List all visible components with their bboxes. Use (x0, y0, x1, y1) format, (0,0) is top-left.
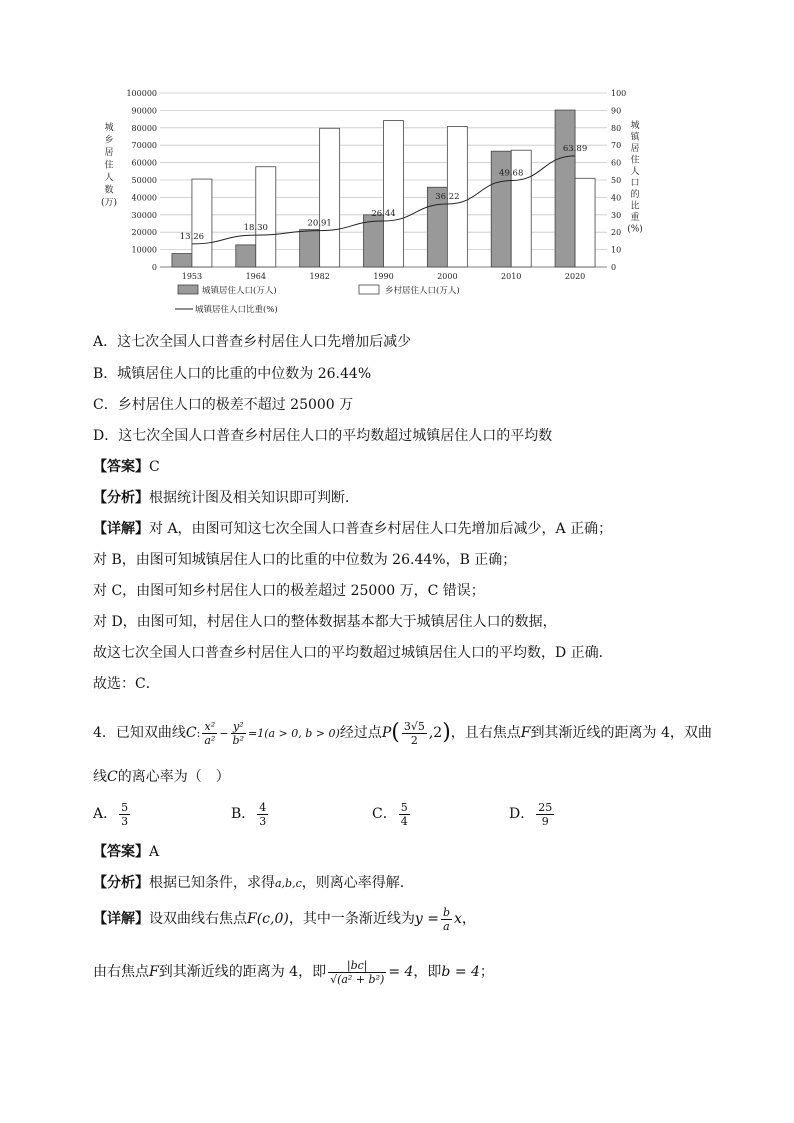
trend-data-label: 13.26 (179, 231, 205, 242)
right-axis-label-char: 口 (630, 178, 640, 189)
bar-rural (575, 178, 595, 267)
right-axis-ticks (611, 89, 626, 272)
frac-y2-b2: $\frac{\text{y²}}{\text{b²}}$ (232, 719, 244, 747)
q3-option-b: B．城镇居住人口的比重的中位数为 26.44% (93, 366, 372, 382)
right-axis-label-char: 人 (630, 167, 640, 177)
left-axis-label-char: 居 (104, 148, 114, 158)
curve-name: C (185, 725, 197, 741)
q3-option-d: D．这七次全国人口普查乡村居住人口的平均数超过城镇居住人口的平均数 (93, 428, 553, 444)
right-tick-label: 0 (611, 263, 617, 272)
optC-frac: $\frac{5}{4}$ (400, 800, 408, 828)
focus-name: F (520, 725, 531, 741)
left-tick-label: 80000 (131, 123, 157, 133)
q3-analysis (93, 488, 359, 508)
q4-detail-2: 由右焦点F到其渐近线的距离为 4，即 $\frac{|bc|}{\text{√(a² + b²)}}$ = 4，即b = 4； (93, 958, 494, 986)
q4-option-c: C． $\frac{5}{4}$ (372, 800, 408, 828)
bar-rural (256, 167, 276, 267)
answer-tag: 【答案】 (93, 459, 149, 475)
left-tick-label: 10000 (131, 245, 157, 255)
q4-option-b: B． $\frac{4}{3}$ (231, 800, 267, 828)
q4-option-d: D． $\frac{25}{9}$ (509, 800, 553, 828)
trend-data-label: 26.44 (371, 208, 396, 219)
x-category-label: 1953 (181, 272, 203, 281)
right-axis-label-char: 重 (630, 213, 640, 223)
trend-data-label: 63.89 (562, 143, 588, 154)
left-tick-label: 60000 (131, 158, 157, 168)
detail-text: 对 A，由图可知这七次全国人口普查乡村居住人口先增加后减少，A 正确； (149, 521, 613, 537)
legend-label-urban: 城镇居住人口(万人) (202, 286, 277, 296)
answer-value: C (149, 459, 160, 475)
q4-stem-line2: 线C的离心率为（ ） (93, 769, 230, 785)
q4-option-a: A． $\frac{5}{3}$ (93, 800, 129, 828)
q3-option-a: A．这七次全国人口普查乡村居住人口先增加后减少 (93, 334, 412, 350)
x-axis-categories (182, 272, 586, 281)
trend-data-label: 20.91 (307, 218, 332, 229)
x-category-label: 1964 (245, 272, 266, 281)
left-axis-ticks (126, 89, 157, 272)
left-tick-label: 100000 (126, 89, 157, 98)
right-tick-label: 80 (611, 123, 622, 133)
q4-answer: 【答案】A (93, 844, 160, 860)
q3-detail-3: 对 C，由图可知乡村居住人口的极差超过 25000 万，C 错误； (93, 583, 485, 599)
left-tick-label: 70000 (131, 141, 157, 151)
x-category-label: 2020 (564, 272, 586, 281)
right-axis-label (627, 119, 643, 235)
bar-rural (320, 128, 340, 267)
left-tick-label: 30000 (131, 210, 157, 220)
q4-stem-line1: 4．已知双曲线C: $\frac{\text{x²}}{\text{a²}}$ − $\frac{\text{y²}}{\text{b²}}$ =1(a > 0, b > 0)经过点P( $\frac{3√5}{2}$ ,2)，且右焦点F到其渐近线的距离为 4，双曲 (93, 719, 712, 747)
equation-rest: =1(a > 0, b > 0) (248, 727, 340, 740)
left-axis-label-char: 乡 (104, 135, 114, 146)
x-category-label: 2010 (501, 272, 522, 281)
bar-urban (172, 254, 192, 267)
frac-px: $\frac{3√5}{2}$ (403, 719, 425, 747)
bar-rural (384, 121, 404, 267)
left-axis-label-char: 住 (104, 160, 114, 171)
right-axis-label-char: 住 (630, 155, 640, 166)
right-tick-label: 30 (611, 210, 622, 220)
bar-urban (555, 110, 575, 267)
bar-urban (236, 245, 256, 267)
x-category-label: 2000 (437, 272, 458, 281)
right-tick-label: 20 (611, 228, 622, 238)
q3-conclusion: 故选：C． (93, 676, 160, 692)
left-axis-label-char: (万) (100, 198, 118, 208)
point-y: ,2 (428, 725, 443, 741)
right-axis-label-char: 比 (630, 201, 640, 212)
q3-detail-2: 对 B，由图可知城镇居住人口的比重的中位数为 26.44%，B 正确； (93, 552, 517, 568)
q4-prefix: 4．已知双曲线 (93, 725, 186, 741)
left-axis-label-char: 数 (104, 185, 114, 196)
right-tick-label: 100 (611, 89, 627, 98)
right-axis-label-char: (%) (627, 224, 643, 235)
chart-bars (172, 110, 595, 267)
left-tick-label: 50000 (131, 176, 157, 185)
optD-frac: $\frac{25}{9}$ (538, 800, 553, 828)
stem-end: 到其渐近线的距离为 4，双曲 (530, 725, 712, 741)
right-tick-label: 60 (611, 158, 622, 168)
left-tick-label: 40000 (131, 193, 157, 203)
optA-frac: $\frac{5}{3}$ (121, 800, 129, 828)
legend-swatch-rural (359, 285, 379, 294)
bar-rural (192, 179, 212, 267)
asym-frac: $\frac{b}{a}$ (442, 905, 450, 933)
stem-mid: ，且右焦点 (450, 725, 521, 741)
left-tick-label: 90000 (131, 106, 157, 116)
trend-data-label: 18.30 (243, 223, 268, 234)
trend-data-label: 36.22 (435, 191, 460, 202)
right-tick-label: 10 (611, 245, 622, 255)
right-tick-label: 90 (611, 106, 622, 116)
legend-swatch-urban (178, 285, 198, 294)
bar-urban (300, 230, 320, 267)
trend-data-label: 49.68 (499, 168, 524, 179)
right-axis-label-char: 城 (630, 121, 640, 131)
right-tick-label: 50 (611, 176, 622, 185)
legend-label-rural: 乡村居住人口(万人) (385, 286, 460, 296)
q3-detail-4: 对 D，由图可知，村居住人口的整体数据基本都大于城镇居住人口的数据， (93, 614, 557, 630)
q4-detail-1: 【详解】设双曲线右焦点F(c,0)，其中一条渐近线为y = $\frac{b}{a}$ x， (93, 905, 476, 933)
population-chart (95, 80, 715, 325)
right-axis-label-char: 的 (630, 190, 640, 200)
q3-answer (93, 457, 160, 477)
left-tick-label: 20000 (131, 228, 157, 238)
right-axis-label-char: 居 (630, 144, 640, 154)
q3-option-c: C．乡村居住人口的极差不超过 25000 万 (93, 397, 354, 413)
legend-label-ratio: 城镇居住人口比重(%) (195, 305, 278, 315)
analysis-text: 根据统计图及相关知识即可判断． (149, 490, 359, 506)
detail-tag: 【详解】 (93, 521, 149, 537)
q3-detail-5: 故这七次全国人口普查乡村居住人口的平均数超过城镇居住人口的平均数，D 正确． (93, 645, 613, 661)
right-tick-label: 70 (611, 141, 622, 151)
left-axis-label-char: 城 (104, 123, 114, 133)
left-axis-label-char: 人 (104, 173, 114, 183)
q4-analysis: 【分析】根据已知条件，求得a,b,c，则离心率得解. (93, 875, 405, 891)
left-tick-label: 0 (151, 263, 157, 272)
q3-detail-1 (93, 519, 612, 539)
optB-frac: $\frac{4}{3}$ (259, 800, 267, 828)
analysis-tag: 【分析】 (93, 490, 149, 506)
x-category-label: 1982 (309, 272, 330, 281)
right-axis-label-char: 镇 (630, 132, 640, 143)
point-name: P (381, 725, 392, 741)
dist-frac: $\frac{|bc|}{\text{√(a² + b²)}}$ (330, 958, 385, 986)
right-tick-label: 40 (611, 193, 622, 203)
chart-legend (175, 285, 460, 315)
through-point: 经过点 (339, 725, 382, 741)
left-axis-label (101, 121, 117, 208)
frac-x2-a2: $\frac{\text{x²}}{\text{a²}}$ (204, 719, 216, 747)
x-category-label: 1990 (373, 272, 394, 281)
